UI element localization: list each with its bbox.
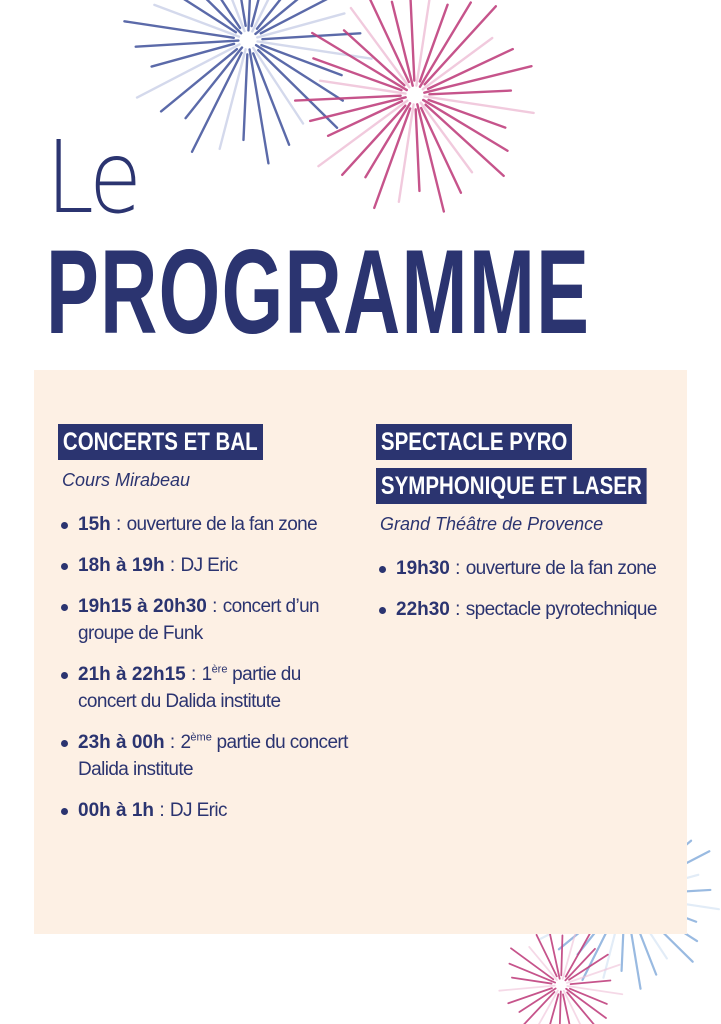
firework-ray	[511, 948, 553, 979]
list-item	[58, 661, 358, 715]
schedule-separator: :	[164, 732, 181, 753]
schedule-description: DJ Eric	[180, 555, 238, 576]
schedule-ordinal-suffix: ère	[211, 663, 228, 676]
list-item	[376, 555, 676, 582]
firework-ray	[410, 0, 414, 81]
schedule-ordinal: 1	[201, 664, 212, 685]
list-item	[58, 797, 358, 824]
schedule-time: 00h à 1h	[78, 800, 155, 821]
firework-pink-bottom-icon	[486, 920, 636, 1024]
firework-pink-top-icon	[290, 0, 550, 220]
schedule-separator: :	[164, 555, 181, 576]
program-panel	[34, 370, 687, 934]
firework-ray	[519, 988, 555, 1011]
schedule-time: 19h30	[396, 558, 450, 579]
list-item	[58, 593, 358, 647]
list-item	[58, 729, 358, 783]
schedule-description: ouverture de la fan zone	[465, 558, 657, 579]
schedule-description: ouverture de la fan zone	[126, 514, 318, 535]
firework-ray	[220, 49, 246, 149]
title-le: Le	[46, 119, 139, 236]
schedule-description: concert d’un groupe de Funk	[78, 596, 320, 644]
firework-ray	[416, 0, 432, 86]
list-item	[376, 596, 676, 623]
concerts-venue: Cours Mirabeau	[62, 470, 191, 490]
schedule-description: DJ Eric	[169, 800, 227, 821]
schedule-description: partie du concert du Dalida institute	[78, 664, 301, 712]
firework-ray	[310, 97, 406, 121]
schedule-separator: :	[449, 599, 466, 620]
concerts-column	[58, 424, 358, 838]
firework-ray	[392, 2, 413, 86]
pyro-heading-line1: SPECTACLE PYRO	[376, 424, 572, 460]
firework-ray	[529, 947, 557, 980]
list-item	[58, 552, 358, 579]
schedule-ordinal-suffix: ème	[190, 731, 212, 744]
firework-ray	[567, 965, 620, 983]
schedule-description: spectacle pyrotechnique	[465, 599, 657, 620]
page-title: PROGRAMME	[46, 225, 591, 359]
firework-ray	[243, 54, 247, 140]
pyro-list	[376, 555, 676, 623]
schedule-separator: :	[206, 596, 223, 617]
schedule-time: 15h	[78, 514, 111, 535]
schedule-time: 22h30	[396, 599, 450, 620]
list-item	[58, 511, 358, 538]
schedule-time: 21h à 22h15	[78, 664, 186, 685]
schedule-separator: :	[449, 558, 466, 579]
firework-ray	[429, 91, 511, 95]
firework-ray	[295, 96, 400, 101]
schedule-time: 23h à 00h	[78, 732, 165, 753]
schedule-ordinal: 2	[180, 732, 191, 753]
firework-ray	[571, 980, 611, 984]
schedule-separator: :	[110, 514, 127, 535]
firework-ray	[416, 109, 420, 191]
pyro-heading-line2: SYMPHONIQUE ET LASER	[376, 468, 647, 504]
schedule-separator: :	[185, 664, 202, 685]
schedule-time: 18h à 19h	[78, 555, 165, 576]
schedule-description: partie du concert Dalida institute	[78, 732, 348, 780]
firework-ray	[559, 991, 561, 1024]
pyro-column	[376, 424, 676, 637]
firework-ray	[417, 104, 444, 211]
firework-ray	[561, 935, 562, 975]
schedule-time: 19h15 à 20h30	[78, 596, 207, 617]
firework-ray	[509, 964, 555, 983]
concerts-list	[58, 511, 358, 824]
pyro-venue: Grand Théâtre de Provence	[380, 514, 604, 534]
firework-ray	[252, 0, 277, 26]
firework-ray	[424, 66, 531, 93]
schedule-separator: :	[154, 800, 170, 821]
firework-ray	[152, 44, 235, 67]
concerts-heading: CONCERTS ET BAL	[58, 424, 263, 460]
